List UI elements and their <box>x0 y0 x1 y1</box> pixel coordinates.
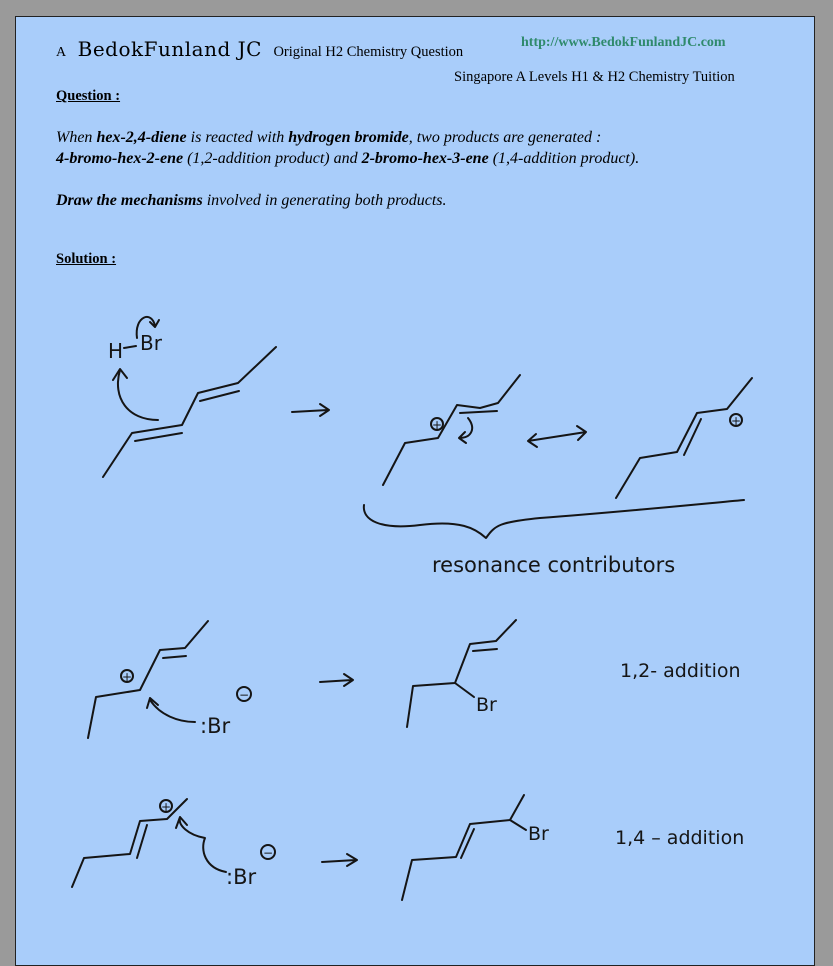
hbr-h-label: H <box>108 339 124 363</box>
question-line-2: 4-bromo-hex-2-ene (1,2-addition product) and 2-bromo-hex-3-ene (1,4-addition product). <box>56 150 640 167</box>
curly-arrow-bromide-14 <box>176 817 226 872</box>
allylic-cation-b <box>616 378 752 498</box>
header-tagline: Singapore A Levels H1 & H2 Chemistry Tuition <box>454 69 735 85</box>
bromide-charge-minus: − <box>263 846 274 860</box>
cation-plus-sign: + <box>122 670 133 684</box>
curly-arrow-bromide-12 <box>147 698 195 722</box>
cation-plus-sign: + <box>731 414 742 428</box>
curly-arrow-head <box>113 369 127 380</box>
solution-label: Solution : <box>56 251 117 267</box>
curly-arrow-resonance <box>459 418 472 443</box>
resonance-arrow <box>528 426 586 447</box>
bromide-ion-label: :Br <box>200 714 231 738</box>
product-br-label-14: Br <box>528 823 549 845</box>
product-br-label-12: Br <box>476 694 497 716</box>
cation-plus-sign: + <box>432 418 443 432</box>
question-instruction: Draw the mechanisms involved in generating both products. <box>56 192 447 209</box>
question-label: Question : <box>56 88 121 104</box>
allylic-cation-a <box>383 375 520 485</box>
hexadiene-skeleton <box>103 347 276 477</box>
header-prefix: A <box>56 45 67 60</box>
hbr-molecule <box>108 317 163 363</box>
cation-14 <box>72 799 187 887</box>
hbr-br-label: Br <box>140 331 162 355</box>
hbr-bond-line <box>124 346 136 348</box>
header-url-link[interactable]: http://www.BedokFunlandJC.com <box>521 35 726 50</box>
bromide-charge-minus: − <box>239 688 250 702</box>
product-12 <box>407 620 516 727</box>
resonance-label: resonance contributors <box>432 553 676 577</box>
cation-plus-sign: + <box>161 800 172 814</box>
header-title: Original H2 Chemistry Question <box>273 44 464 60</box>
resonance-brace <box>364 500 744 538</box>
label-12-addition: 1,2- addition <box>620 660 741 682</box>
question-line-1: When hex-2,4-diene is reacted with hydrogen bromide, two products are generated : <box>56 129 602 146</box>
bromide-ion-label: :Br <box>226 865 257 889</box>
cation-12 <box>88 621 208 738</box>
reaction-arrow-14 <box>322 854 357 866</box>
curly-arrow-pi-to-h <box>118 370 158 420</box>
reaction-arrow-12 <box>320 674 353 686</box>
product-14 <box>402 795 549 900</box>
reaction-arrow-1 <box>292 404 329 416</box>
label-14-addition: 1,4 – addition <box>615 827 745 849</box>
brand-logo-text: BedokFunland JC <box>77 37 262 61</box>
